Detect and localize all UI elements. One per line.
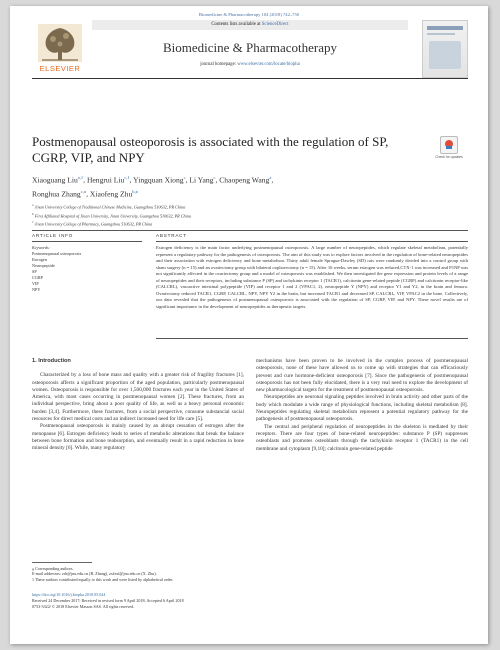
affiliation-item	[32, 211, 468, 220]
body-left-column	[32, 358, 244, 453]
body-paragraph: mechanisms have been proven to be involved in the complex process of postmenopausal osteoporosis, none of these have allowed us to come up with strategies that can efficaciously prevent and cure hormone-deficient osteoporosis [7]. Since the pathogenesis of postmenopausal osteoporosis has not been fully elucidated, there is a very real need to explore the development of new pharmacological targets for the treatment of postmenopausal osteoporosis.	[256, 358, 468, 394]
section-heading-introduction: 1. Introduction	[32, 358, 71, 364]
keywords-label: Keywords:	[32, 245, 50, 250]
author-name[interactable]: Xiaoguang Liu	[32, 175, 78, 185]
affiliations	[32, 202, 468, 228]
check-updates-label: Check for updates	[435, 155, 463, 159]
journal-homepage	[92, 62, 408, 67]
doi-link[interactable]: https://doi.org/10.1016/j.biopha.2018.05.044	[32, 592, 106, 597]
abstract-text: Estrogen deficiency is the main factor underlying postmenopausal osteoporosis. A large number of neuropeptides, which regulate skeletal metabolism, potentially represent a regulatory pathway for the pathogenesis of osteoporosis. The aim of this study was to explore factors involved in the regulation of bone-related neuropeptides and their association with estrogen deficiency and bone metabolism. Thirty adult female Sprague-Dawley (SD) rats were randomly divided into a control group with sham surgery (n = 15) and an ovariectomy group with bilateral oophorectomy (n = 15). After 16 weeks, serum estrogen was reduced,CTX-1 was increased and P1NP was not significantly affected in the ovariectomy group and a model of osteoporosis was established. We then investigated the gene expression and protein levels of a range of neuropeptides and their receptors, including substance P (SP) and tachykinin receptor 1 (TACR1), calcitonin gene-related peptide (CGRP) and calcitonin receptor-like (CALCRL), vasoactive intestinal polypeptide (VIP) and receptor 1 and 2 (VPAC1, 2), neuropeptide Y (NPY) and receptor Y1 and Y2, in the brain and femora. Ovariectomy reduced TACR1, CGRP, CALCRL, NPY, NPY Y2 in the brain, but increased TACR1 and decreased SP, CALCRL, VIP, VPAC2 in the bone. Collectively, our data revealed that the pathogenesis of postmenopausal osteoporosis is associated with the regulation of SP, CGRP, VIP, and NPY. These novel results are of significant importance in the development of neuropeptides as therapeutic targets.	[156, 245, 468, 309]
author-affiliation-marker: c,1	[124, 175, 130, 180]
footnote-equal-contribution: 1 These authors contributed equally to this work and were listed by alphabetical order.	[32, 577, 174, 583]
elsevier-logo	[32, 20, 88, 76]
author-name[interactable]: Chaopeng Wang	[219, 175, 270, 185]
author-name[interactable]: Yingquan Xiong	[133, 175, 184, 185]
journal-citation-line: Biomedicine & Pharmacotherapy 104 (2018) 742–750	[198, 12, 300, 17]
affiliation-item	[32, 219, 468, 228]
author-name[interactable]: Li Yang	[189, 175, 214, 185]
body-paragraph: Characterized by a loss of bone mass and quality with a greater risk of fragility fractures [1], osteoporosis affects a significant proportion of the aged population, particularly postmenopausal women. Osteoporosis is responsible for over 1,500,000 fractures each year in the United States of America, with most cases occurring in postmenopausal women [2]. These fractures, from an individual perspective, bring about a poor quality of life, as well as a heavy personal economic burden [3,4]. Furthermore, these fractures, from a social perspective, consume substancial social resources for direct medical costs and an indirect increased need for life care [5].	[32, 372, 244, 423]
body-right-column	[256, 358, 468, 453]
footnotes	[32, 562, 244, 583]
author-affiliation-marker: c,⁎	[80, 188, 87, 194]
article-title: Postmenopausal osteoporosis is associated with the regulation of SP, CGRP, VIP, and NPY	[32, 134, 389, 165]
keyword-item: Postmenopausal osteoporosis	[32, 251, 82, 256]
author-list	[32, 172, 468, 199]
affiliation-text: Jinan University College of Traditional Chinese Medicine, Guangzhou 510632, PR China	[33, 204, 186, 210]
body-paragraph: The central and peripheral regulation of neuropeptides in the skeleton is mediated by their receptors. There are four types of bone-related neuropeptides: substance P (SP) suppresses osteoblasts and promotes osteoblasts through the tachykinin receptor 1 (TACR1) in the cell membrane and cytoplasm [9,10]; calcitonin gene-related peptide	[256, 423, 468, 452]
divider	[156, 241, 468, 242]
journal-title: Biomedicine & Pharmacotherapy	[162, 40, 337, 55]
keyword-item: SP	[32, 269, 37, 274]
keyword-item: Neuropeptide	[32, 263, 55, 268]
keyword-item: VIP	[32, 281, 39, 286]
author-affiliation-marker: a,1	[77, 175, 84, 180]
keyword-item: NPY	[32, 287, 41, 292]
keyword-item: CGRP	[32, 275, 43, 280]
contents-bar	[92, 20, 408, 30]
author-name[interactable]: Ronghua Zhang	[32, 189, 81, 199]
homepage-prefix: journal homepage:	[200, 62, 238, 67]
keyword-item: Estrogen	[32, 257, 47, 262]
author-affiliation-marker: c	[183, 175, 186, 180]
article-info-heading: ARTICLE INFO	[32, 233, 74, 238]
elsevier-tree-icon	[38, 24, 82, 62]
author-affiliation-marker: a	[269, 175, 272, 180]
authors-line-2: Ronghua Zhang$^{c,⁎}$, Xiaofeng Zhu$^{b,⁎}$	[32, 188, 138, 199]
footnote-email[interactable]: E-mail addresses: zrh@jnu.edu.cn (R. Zhang), zxfzxf@jnu.edu.cn (X. Zhu).	[32, 571, 157, 577]
affiliation-text: Jinan University College of Pharmacy, Guangzhou 510632, PR China	[33, 221, 153, 227]
check-updates-icon	[440, 136, 458, 154]
author-affiliation-marker: c	[213, 175, 216, 180]
body-paragraph: Neuropeptides are neuronal signaling peptides involved in brain activity and other parts of the body which modulate a wide range of physiological functions, including skeletal metabolism [8]. Neuropeptides regulating skeletal metabolism represent a potential regulatory pathway for the pathogenesis of postmenopausal osteoporosis.	[256, 394, 468, 423]
contents-prefix: Contents lists available at	[211, 22, 262, 27]
footnote-divider	[32, 562, 92, 563]
authors-line-1: Xiaoguang Liu$^{a,1}$, Hengrui Liu$^{c,1}$, Yingquan Xiong$^c$, Li Yang$^c$, Chaopeng Wang$^a$,	[32, 175, 274, 185]
affiliation-item	[32, 202, 468, 211]
abstract-heading: ABSTRACT	[156, 233, 187, 238]
divider	[156, 338, 468, 339]
affiliation-text: First Affiliated Hospital of Jinan University, Jinan University, Guangzhou 510632, PR China	[33, 212, 191, 218]
author-name[interactable]: Hengrui Liu	[86, 175, 125, 185]
homepage-link[interactable]: www.elsevier.com/locate/biopha	[237, 62, 300, 67]
body-paragraph: Postmenopausal osteoporosis is mainly caused by an abrupt cessation of estrogen after the menopause [6]. Estrogen deficiency leads to series of metabolic alterations that break the balance between bone formation and bone reabsorption, and eventually result in a rapid reduction in bone mineral density [6]. While, many regulatory	[32, 423, 244, 452]
author-affiliation-marker: b,⁎	[132, 188, 138, 194]
article-page	[10, 6, 488, 644]
issn-copyright: 0753-3322/ © 2018 Elsevier Masson SAS. All rights reserved.	[32, 603, 135, 609]
keywords-block	[32, 245, 142, 293]
journal-masthead	[32, 20, 468, 79]
journal-cover-image	[422, 20, 468, 78]
check-for-updates-button[interactable]	[434, 136, 464, 168]
affiliation-marker: c	[32, 220, 34, 225]
author-name[interactable]: Xiaofeng Zhu	[89, 189, 133, 199]
article-meta	[32, 592, 332, 609]
divider	[32, 241, 142, 242]
affiliation-marker: a	[32, 203, 34, 207]
footnote-corresponding: ⁎ Corresponding authors.	[32, 565, 74, 571]
sciencedirect-link[interactable]: ScienceDirect	[261, 22, 289, 27]
received-dates: Received 24 December 2017; Received in revised form 9 April 2018; Accepted 6 April 2018	[32, 597, 184, 603]
publisher-logo-text: ELSEVIER	[39, 64, 81, 73]
affiliation-marker: b	[32, 211, 34, 216]
divider	[32, 230, 468, 231]
